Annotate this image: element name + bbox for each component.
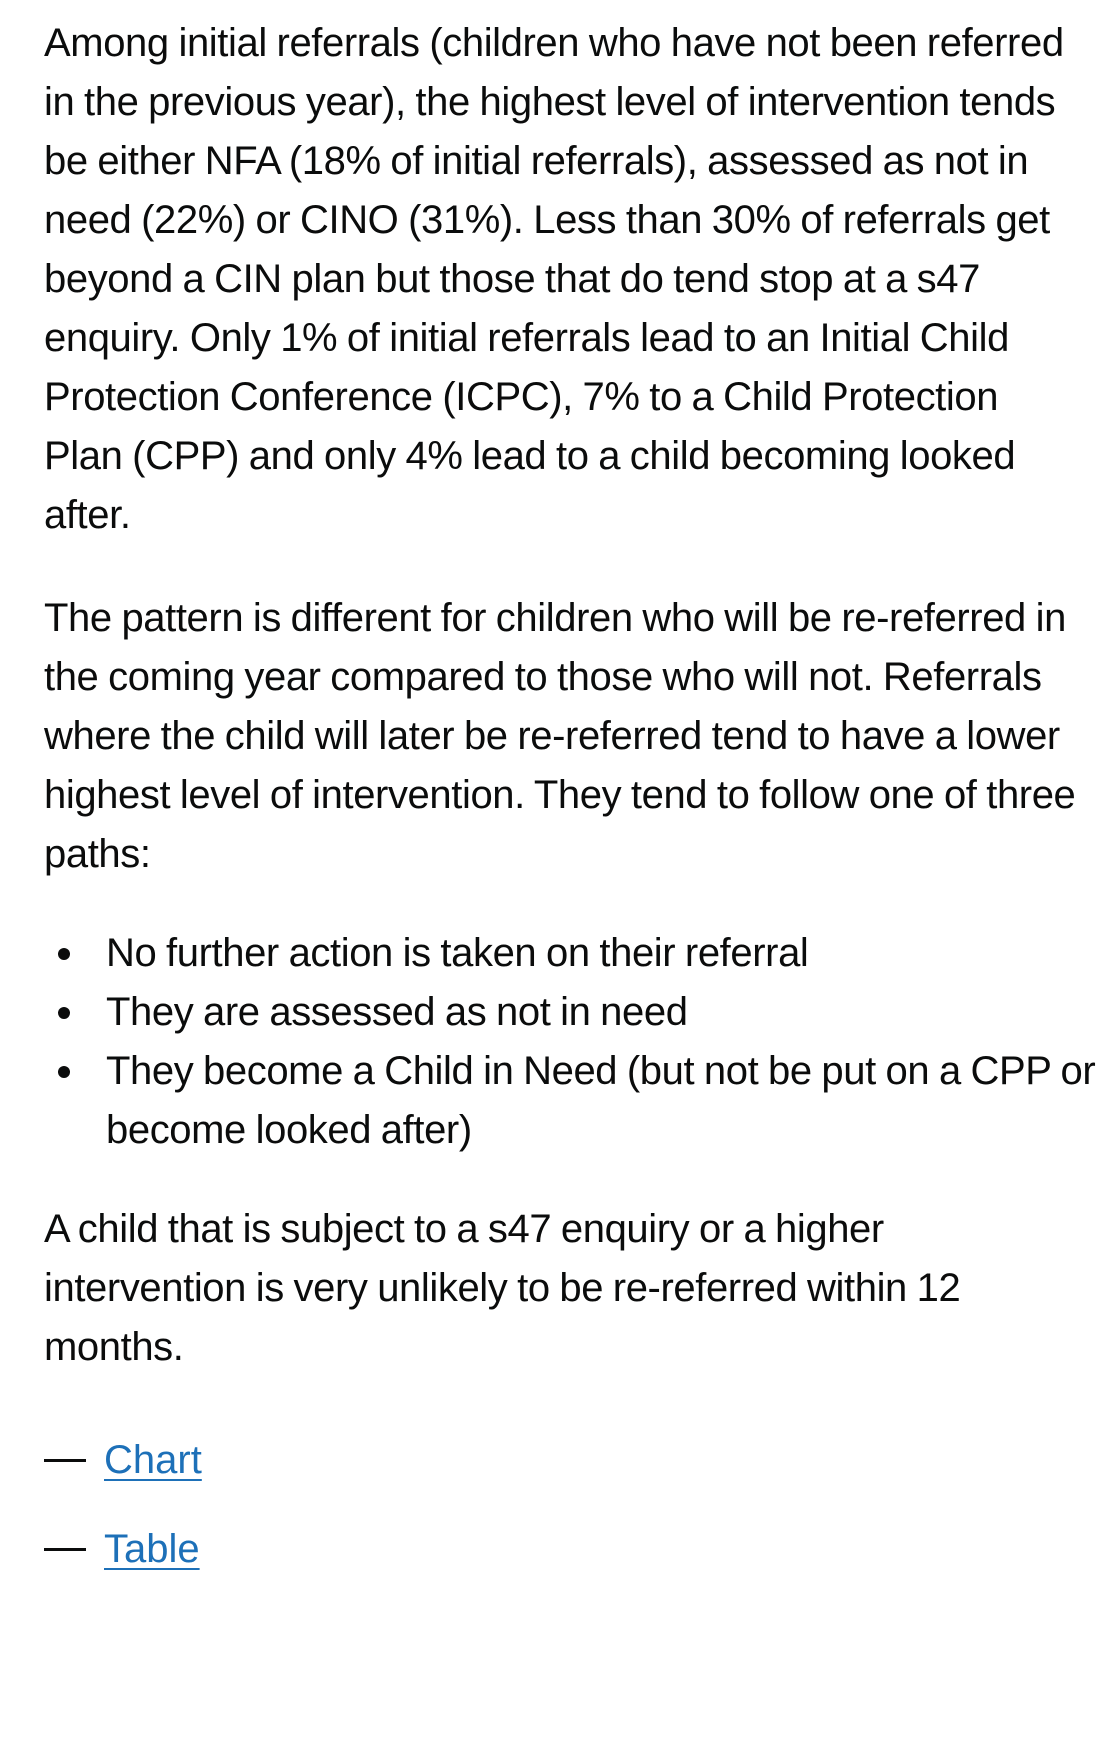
chart-link[interactable]: Chart [104,1438,202,1482]
paragraph-s47-conclusion: A child that is subject to a s47 enquiry or a higher intervention is very unlikely to be re-referred within 12 months. [44,1207,961,1369]
list-item [44,1042,1104,1160]
bullet-icon [58,1066,70,1078]
table-link[interactable]: Table [104,1527,200,1571]
view-links [44,1431,1104,1579]
table-link-row [44,1520,1104,1579]
article-body [44,14,1104,1609]
chart-link-row [44,1431,1104,1490]
list-item-text: They become a Child in Need (but not be put on a CPP or become looked after) [106,1049,1096,1152]
paths-list [44,924,1104,1160]
paragraph-initial-referrals: Among initial referrals (children who have not been referred in the previous year), the highest level of intervention tends be either NFA (18% of initial referrals), assessed as not in need (22%) or CINO (31%). Less than 30% of referrals get beyond a CIN plan but those that do tend stop at a s47 enquiry. Only 1% of initial referrals lead to an Initial Child Protection Conference (ICPC), 7% to a Child Protection Plan (CPP) and only 4% lead to a child becoming looked after. [44,21,1064,537]
dash-icon [44,1548,86,1551]
bullet-icon [58,1007,70,1019]
dash-icon [44,1459,86,1462]
list-item-text: They are assessed as not in need [106,990,688,1034]
list-item [44,924,1104,983]
bullet-icon [58,948,70,960]
list-item-text: No further action is taken on their referral [106,931,809,975]
paragraph-re-referral-pattern: The pattern is different for children who will be re-referred in the coming year compared to those who will not. Referrals where the child will later be re-referred tend to have a lower highest level of intervention. They tend to follow one of three paths: [44,596,1076,876]
list-item [44,983,1104,1042]
